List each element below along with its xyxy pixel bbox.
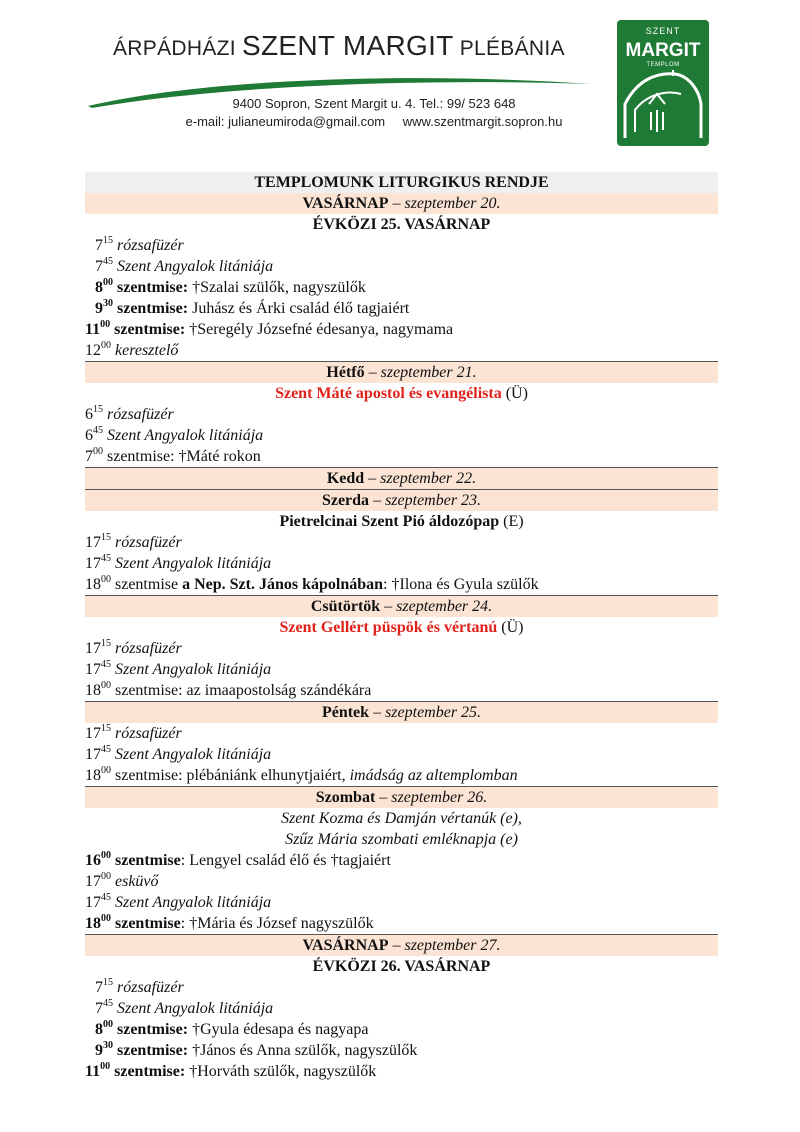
event-row: $18^{00}$ szentmise a Nep. Szt. János kápolnában: †Ilona és Gyula szülők <box>85 574 539 593</box>
event-row: $18^{00}$ szentmise: †Mária és József nagyszülők <box>85 913 374 932</box>
event-row: $18^{00}$ szentmise: plébániánk elhunytjaiért, imádság az altemplomban <box>85 765 518 784</box>
feast-title: Szent Gellért püspök és vértanú (Ü) <box>279 619 524 636</box>
day-header-thursday: Csütörtök – szeptember 24. <box>85 595 718 617</box>
day-header-sunday-20 <box>85 193 718 214</box>
feast-title: Szent Kozma és Damján vértanúk (e), <box>281 810 522 827</box>
feast-title: ÉVKÖZI 26. VASÁRNAP <box>312 958 491 975</box>
day-header-saturday: Szombat – szeptember 26. <box>85 786 718 808</box>
address-line: 9400 Sopron, Szent Margit u. 4. Tel.: 99/ 523 648 <box>232 96 516 111</box>
event-row: $6^{15}$ rózsafüzér <box>85 404 174 423</box>
event-row: $17^{45}$ Szent Angyalok litániája <box>85 553 272 572</box>
logo-bottom-text: TEMPLOM <box>646 62 680 68</box>
feast-title: Pietrelcinai Szent Pió áldozópap (E) <box>279 513 524 530</box>
day-name: VASÁRNAP <box>302 195 389 212</box>
day-header-tuesday: Kedd – szeptember 22. <box>85 467 718 489</box>
event-row: $7^{45}$ Szent Angyalok litániája <box>95 256 274 275</box>
event-row: $17^{45}$ Szent Angyalok litániája <box>85 892 272 911</box>
day-date: – szeptember 20. <box>388 195 501 212</box>
event-row: $11^{00}$ szentmise: †Horváth szülők, nagyszülők <box>85 1061 377 1080</box>
event-row: $7^{00}$ szentmise: †Máté rokon <box>85 446 261 465</box>
event-row: $17^{00}$ esküvő <box>85 871 159 890</box>
feast-title: Szűz Mária szombati emléknapja (e) <box>285 831 518 848</box>
liturgical-schedule <box>85 172 718 1082</box>
day-header-wednesday: Szerda – szeptember 23. <box>85 489 718 511</box>
email-link[interactable]: e-mail: julianeumiroda@gmail.com <box>185 114 386 129</box>
event-row: $8^{00}$ szentmise: †Gyula édesapa és nagyapa <box>95 1019 369 1038</box>
event-row: $17^{15}$ rózsafüzér <box>85 532 182 551</box>
event-row: $17^{45}$ Szent Angyalok litániája <box>85 659 272 678</box>
letterhead <box>0 0 800 165</box>
event-row: $6^{45}$ Szent Angyalok litániája <box>85 425 264 444</box>
event-row: $17^{15}$ rózsafüzér <box>85 723 182 742</box>
logo-top-text: SZENT <box>645 26 681 36</box>
title-prefix: ÁRPÁDHÁZI <box>113 37 236 60</box>
title-suffix: PLÉBÁNIA <box>459 37 565 60</box>
event-row: $9^{30}$ szentmise: †János és Anna szülők, nagyszülők <box>95 1040 418 1059</box>
contact-line <box>0 114 700 129</box>
event-row: $17^{15}$ rózsafüzér <box>85 638 182 657</box>
church-logo <box>617 20 709 146</box>
event-row: $18^{00}$ szentmise: az imaapostolság szándékára <box>85 680 372 699</box>
parish-name <box>113 30 565 62</box>
event-row: $7^{15}$ rózsafüzér <box>95 235 184 254</box>
title-main: SZENT MARGIT <box>242 30 454 61</box>
event-row: $17^{45}$ Szent Angyalok litániája <box>85 744 272 763</box>
event-row: $16^{00}$ szentmise: Lengyel család élő és †tagjaiért <box>85 850 391 869</box>
event-row: $11^{00}$ szentmise: †Seregély Józsefné édesanya, nagymama <box>85 319 454 338</box>
feast-title: ÉVKÖZI 25. VASÁRNAP <box>312 216 491 233</box>
day-header-friday: Péntek – szeptember 25. <box>85 701 718 723</box>
event-row: $8^{00}$ szentmise: †Szalai szülők, nagyszülők <box>95 277 366 296</box>
event-row: $12^{00}$ keresztelő <box>85 340 179 359</box>
day-header-monday: Hétfő – szeptember 21. <box>85 361 718 383</box>
event-row: $9^{30}$ szentmise: Juhász és Árki család élő tagjaiért <box>95 298 410 317</box>
logo-main-text: MARGIT <box>625 40 701 61</box>
website-link[interactable]: www.szentmargit.sopron.hu <box>402 114 563 129</box>
event-row: $7^{45}$ Szent Angyalok litániája <box>95 998 274 1017</box>
schedule-title: TEMPLOMUNK LITURGIKUS RENDJE <box>85 172 718 193</box>
event-row: $7^{15}$ rózsafüzér <box>95 977 184 996</box>
day-header-sunday-27: VASÁRNAP – szeptember 27. <box>85 934 718 956</box>
feast-title: Szent Máté apostol és evangélista (Ü) <box>275 385 528 402</box>
